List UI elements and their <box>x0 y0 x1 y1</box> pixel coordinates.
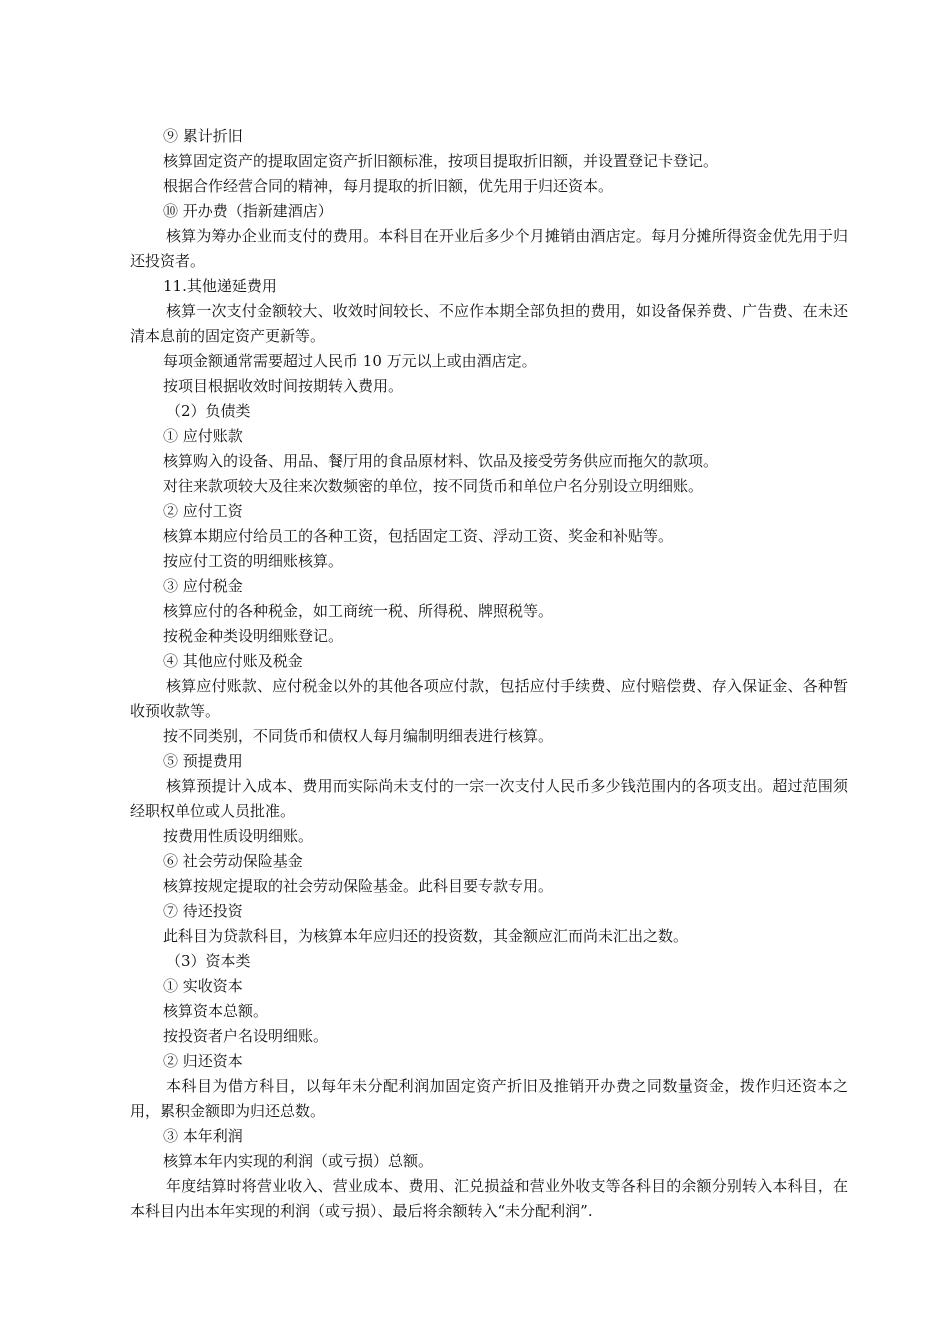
paragraph: 按投资者户名设明细账。 <box>163 1027 329 1045</box>
section-heading-capital: （3）资本类 <box>166 952 251 970</box>
paragraph: 核算资本总额。 <box>163 1002 269 1020</box>
heading-start-up-costs: ⑩ 开办费（指新建酒店） <box>163 202 333 220</box>
paragraph: 核算购入的设备、用品、餐厅用的食品原材料、饮品及接受劳务供应而拖欠的款项。 <box>163 452 719 470</box>
heading-accrued-expenses: ⑤ 预提费用 <box>163 752 243 770</box>
heading-accumulated-depreciation: ⑨ 累计折旧 <box>163 127 243 145</box>
heading-other-payables: ④ 其他应付账及税金 <box>163 652 303 670</box>
paragraph: 此科目为贷款科目，为核算本年应归还的投资数，其金额应汇而尚未汇出之数。 <box>163 927 689 945</box>
heading-capital-returned: ② 归还资本 <box>163 1052 243 1070</box>
section-heading-liabilities: （2）负债类 <box>166 402 251 420</box>
paragraph: 核算按规定提取的社会劳动保险基金。此科目要专款专用。 <box>163 877 554 895</box>
paragraph: 核算本期应付给员工的各种工资，包括固定工资、浮动工资、奖金和补贴等。 <box>163 527 674 545</box>
document-body <box>130 124 848 1224</box>
paragraph: 年度结算时将营业收入、营业成本、费用、汇兑损益和营业外收支等各科目的余额分别转入本科目，在本科目内出本年实现的利润（或亏损）、最后将余额转入“未分配利润”. <box>130 1177 848 1220</box>
paragraph: 本科目为借方科目，以每年未分配利润加固定资产折旧及推销开办费之同数量资金，拨作归还资本之用，累积金额即为归还总数。 <box>130 1077 848 1120</box>
paragraph: 核算一次支付金额较大、收效时间较长、不应作本期全部负担的费用，如设备保养费、广告费、在未还清本息前的固定资产更新等。 <box>130 302 848 345</box>
paragraph: 核算本年内实现的利润（或亏损）总额。 <box>163 1152 434 1170</box>
paragraph: 核算应付的各种税金，如工商统一税、所得税、牌照税等。 <box>163 602 554 620</box>
paragraph: 核算固定资产的提取固定资产折旧额标准，按项目提取折旧额，并设置登记卡登记。 <box>163 152 719 170</box>
paragraph: 按项目根据收效时间按期转入费用。 <box>163 377 404 395</box>
heading-current-year-profit: ③ 本年利润 <box>163 1127 243 1145</box>
heading-accounts-payable: ① 应付账款 <box>163 427 243 445</box>
heading-investment-to-repay: ⑦ 待还投资 <box>163 902 243 920</box>
heading-taxes-payable: ③ 应付税金 <box>163 577 243 595</box>
paragraph: 按税金种类设明细账登记。 <box>163 627 344 645</box>
paragraph: 按应付工资的明细账核算。 <box>163 552 344 570</box>
paragraph: 根据合作经营合同的精神，每月提取的折旧额，优先用于归还资本。 <box>163 177 614 195</box>
paragraph: 核算预提计入成本、费用而实际尚未支付的一宗一次支付人民币多少钱范围内的各项支出。超过范围须经职权单位或人员批准。 <box>130 777 848 820</box>
heading-paid-in-capital: ① 实收资本 <box>163 977 243 995</box>
paragraph: 每项金额通常需要超过人民币 10 万元以上或由酒店定。 <box>163 352 537 370</box>
paragraph: 核算为筹办企业而支付的费用。本科目在开业后多少个月摊销由酒店定。每月分摊所得资金优先用于归还投资者。 <box>130 227 848 270</box>
heading-other-deferred-expenses: 11.其他递延费用 <box>163 277 277 295</box>
paragraph: 对往来款项较大及往来次数频密的单位，按不同货币和单位户名分别设立明细账。 <box>163 477 704 495</box>
heading-social-insurance-fund: ⑥ 社会劳动保险基金 <box>163 852 303 870</box>
paragraph: 核算应付账款、应付税金以外的其他各项应付款，包括应付手续费、应付赔偿费、存入保证金、各种暂收预收款等。 <box>130 677 848 720</box>
heading-wages-payable: ② 应付工资 <box>163 502 243 520</box>
paragraph: 按费用性质设明细账。 <box>163 827 314 845</box>
paragraph: 按不同类别，不同货币和债权人每月编制明细表进行核算。 <box>163 727 554 745</box>
